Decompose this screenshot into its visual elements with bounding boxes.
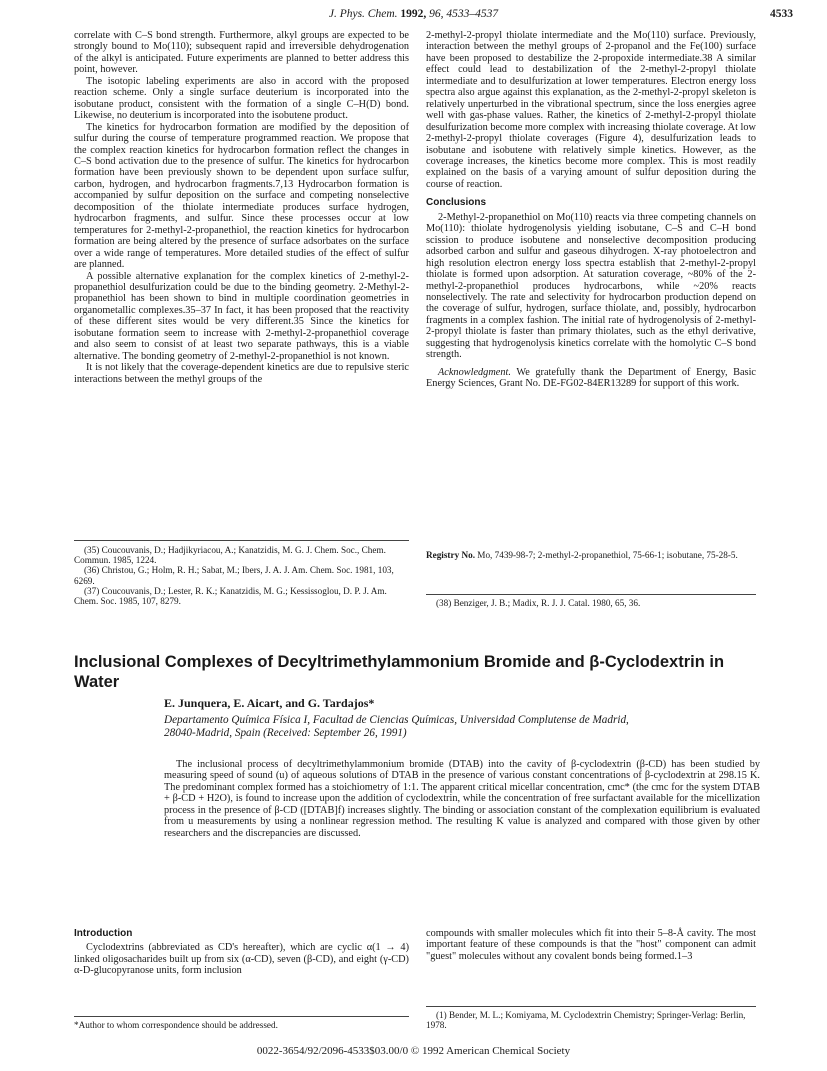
conclusions-paragraph: 2-Methyl-2-propanethiol on Mo(110) reacts via three competing channels on Mo(110): thiolate hydrogenolysis yielding isobutane, C–S and C–H bond scission to produce isobutene and nonselective decomposition producing adsorbed carbon and sulfur and gaseous dihydrogen. X-ray photoelectron and high resolution electron energy loss spectra establish that 2-methyl-2-propyl thiolate is formed upon adsorption. At saturation coverage, ~80% of the 2-methyl-2-propanethiol produces hydrocarbons, while ~20% reacts nonselectively. The rate and selectivity for hydrocarbon production depend on the coverage of sulfur, hydrogen, surface thiolate, and, possibly, hydrocarbon fragments in a complex fashion. The initial rate of hydrogenolysis of 2-methyl-2-propyl thiolate is faster than primary thiolates, such as the ethyl derivative, suggesting that hydrogenolysis kinetics correlate with the homolytic C–S bond strength.	[426, 211, 756, 361]
paragraph: A possible alternative explanation for the complex kinetics of 2-methyl-2-propanethiol desulfurization could be due to the binding geometry. 2-Methyl-2-propanethiol has been shown to bind in multiple coordination geometries in organometallic complexes.35–37 In fact, it has been proposed that the reactivity of these different sites would be very different.35 Since the kinetics for isobutane formation seem to increase with 2-methyl-2-propanethiol coverage and also seem to consist of at least two separate pathways, this is a viable alternative. The bonding geometry of 2-methyl-2-propanethiol is not known.	[74, 270, 409, 362]
article-authors: E. Junquera, E. Aicart, and G. Tardajos*	[164, 696, 375, 710]
paragraph: compounds with smaller molecules which fit into their 5–8-Å cavity. The most important feature of these compounds is that the "host" component can admit "guest" molecules without any covalent bonds being formed.1–3	[426, 928, 756, 962]
journal-name: J. Phys. Chem.	[328, 8, 398, 20]
journal-pages: 4533–4537	[446, 8, 499, 20]
page-number: 4533	[770, 8, 793, 20]
footnote-1: (1) Bender, M. L.; Komiyama, M. Cyclodextrin Chemistry; Springer-Verlag: Berlin, 1978.	[426, 1010, 746, 1031]
introduction-left	[74, 928, 409, 977]
acknowledgment-label: Acknowledgment.	[438, 366, 511, 378]
paragraph: The kinetics for hydrocarbon formation are modified by the deposition of sulfur during the course of temperature programmed reaction. We propose that the complex reaction kinetics for hydrocarbon formation reflect the changes in C–S bond activation due to the presence of sulfur. The kinetics for hydrocarbon formation have been previously shown to be dependent upon surface sulfur, carbon, hydrogen, and hydrocarbon fragments.7,13 Hydrocarbon formation is accompanied by sulfur deposition on the surface and competing nonselective decomposition of the thiolate intermediate produces surface hydrogen, hydrocarbon fragments, and sulfur. Since these processes occur at low temperatures for 2-methyl-2-propanethiol, the reaction kinetics for hydrocarbon formation are being altered by the presence of surface adsorbates on the surface over a wide range of temperatures. More detailed studies of the effect of sulfur are planned.	[74, 121, 409, 271]
paragraph: It is not likely that the coverage-dependent kinetics are due to repulsive steric interactions between the methyl groups of the	[74, 362, 409, 385]
left-column-text	[74, 30, 409, 385]
paragraph: Cyclodextrins (abbreviated as CD's hereafter), which are cyclic α(1 → 4) linked oligosacharides built up from six (α-CD), seven (β-CD), and eight (γ-CD) α-D-glucopyranose units, form inclusion	[74, 942, 409, 977]
journal-year: 1992,	[400, 8, 427, 20]
footnote-divider	[74, 1016, 409, 1017]
acknowledgment-text: We gratefully thank the Department of Energy, Basic Energy Sciences, Grant No. DE-FG02-84ER13289 for support of this work.	[426, 366, 756, 390]
journal-citation	[0, 8, 827, 20]
footnote-38: (38) Benziger, J. B.; Madix, R. J. J. Catal. 1980, 65, 36.	[436, 598, 641, 608]
footnote-36: (36) Christou, G.; Holm, R. H.; Sabat, M.; Ibers, J. A. J. Am. Chem. Soc. 1981, 103, 6269.	[74, 565, 394, 586]
author-footnote: *Author to whom correspondence should be addressed.	[74, 1020, 278, 1030]
footnote-divider	[426, 594, 756, 595]
paragraph: 2-methyl-2-propyl thiolate intermediate and the Mo(110) surface. Previously, interaction between the methyl groups of 2-propanol and the Fe(100) surface have been proposed to destabilize the 2-propoxide intermediate.38 A similar effect could lead to destabilization of the 2-methyl-2-propyl thiolate intermediate and to desulfurization at lower temperatures. Electron energy loss spectra also argue against this explanation, as the 2-methyl-2-propyl skeleton is relatively unperturbed in the vibrational spectrum, since the loss energies agree well with gas-phase values. Rather, the kinetics of 2-methyl-2-propyl thiolate desulfurization become more complex with increasing thiolate coverage. At low 2-methyl-2-propyl thiolate coverages (Figure 4), desulfurization leads to isobutane and isobutene with relatively simple kinetics. However, as the coverage increases, the kinetics become more complex. This is most readily explained on the basis of a varying amount of sulfur deposition during the course of reaction.	[426, 30, 756, 190]
acknowledgment-paragraph	[426, 367, 756, 390]
footnotes-left	[74, 545, 409, 606]
footnote-35: (35) Coucouvanis, D.; Hadjikyriacou, A.; Kanatzidis, M. G. J. Chem. Soc., Chem. Commun. 1985, 1224.	[74, 545, 386, 566]
article-affiliation	[164, 714, 764, 739]
affiliation-line: Departamento Química Física I, Facultad de Ciencias Químicas, Universidad Complutense de Madrid,	[164, 714, 629, 726]
paragraph: The isotopic labeling experiments are also in accord with the proposed reaction scheme. Only a single surface deuterium is incorporated into the isobutane product, consistent with the formation of a single C–H(D) bond. Likewise, no deuterium is incorporated into the isobutene product.	[74, 75, 409, 122]
footnote-37: (37) Coucouvanis, D.; Lester, R. K.; Kanatzidis, M. G.; Kessissoglou, D. P. J. Am. Chem. Soc. 1985, 107, 8279.	[74, 585, 387, 607]
registry-label: Registry No.	[426, 550, 475, 560]
introduction-right	[426, 928, 756, 962]
introduction-heading: Introduction	[74, 928, 133, 939]
footnote-divider	[74, 540, 409, 541]
right-column-text	[426, 30, 756, 390]
registry-numbers	[426, 550, 756, 561]
running-head	[0, 8, 827, 24]
article-title: Inclusional Complexes of Decyltrimethylammonium Bromide and β-Cyclodextrin in Water	[74, 653, 725, 691]
copyright-line: 0022-3654/92/2096-4533$03.00/0 © 1992 American Chemical Society	[256, 1045, 571, 1057]
affiliation-line: 28040-Madrid, Spain (Received: September 26, 1991)	[164, 726, 407, 739]
abstract-paragraph: The inclusional process of decyltrimethylammonium bromide (DTAB) into the cavity of β-cyclodextrin (β-CD) has been studied by measuring speed of sound (u) of aqueous solutions of DTAB in the presence of various constant concentrations of β-cyclodextrin at 298.15 K. The predominant complex formed has a stoichiometry of 1:1. The apparent critical micellar concentration, cmc* (the cmc for the system DTAB + β-CD + H2O), is found to increase upon the addition of cyclodextrin, while the concentration of free surfactant available for the micellization process in the presence of β-CD ([DTAB]f) increases slightly. The binding or association constant of the complexation equilibrium is evaluated from u measurements by using a nonlinear regression method. The resulting K value is analyzed and compared with those given by other researchers and the discrepancies are discussed.	[164, 759, 760, 839]
footnote-divider	[426, 1006, 756, 1007]
conclusions-heading: Conclusions	[426, 197, 487, 209]
footnotes-right	[426, 598, 756, 608]
paragraph: correlate with C–S bond strength. Furthermore, alkyl groups are expected to be strongly bound to Mo(110); subsequent rapid and irreversible dehydrogenation of the alkyl is anticipated. Future experiments are planned to better address this point, however.	[74, 30, 409, 76]
reference-footnotes	[426, 1010, 756, 1030]
registry-text: Mo, 7439-98-7; 2-methyl-2-propanethiol, 75-66-1; isobutane, 75-28-5.	[477, 550, 738, 560]
journal-volume: 96,	[429, 8, 444, 20]
article-abstract	[164, 759, 760, 839]
